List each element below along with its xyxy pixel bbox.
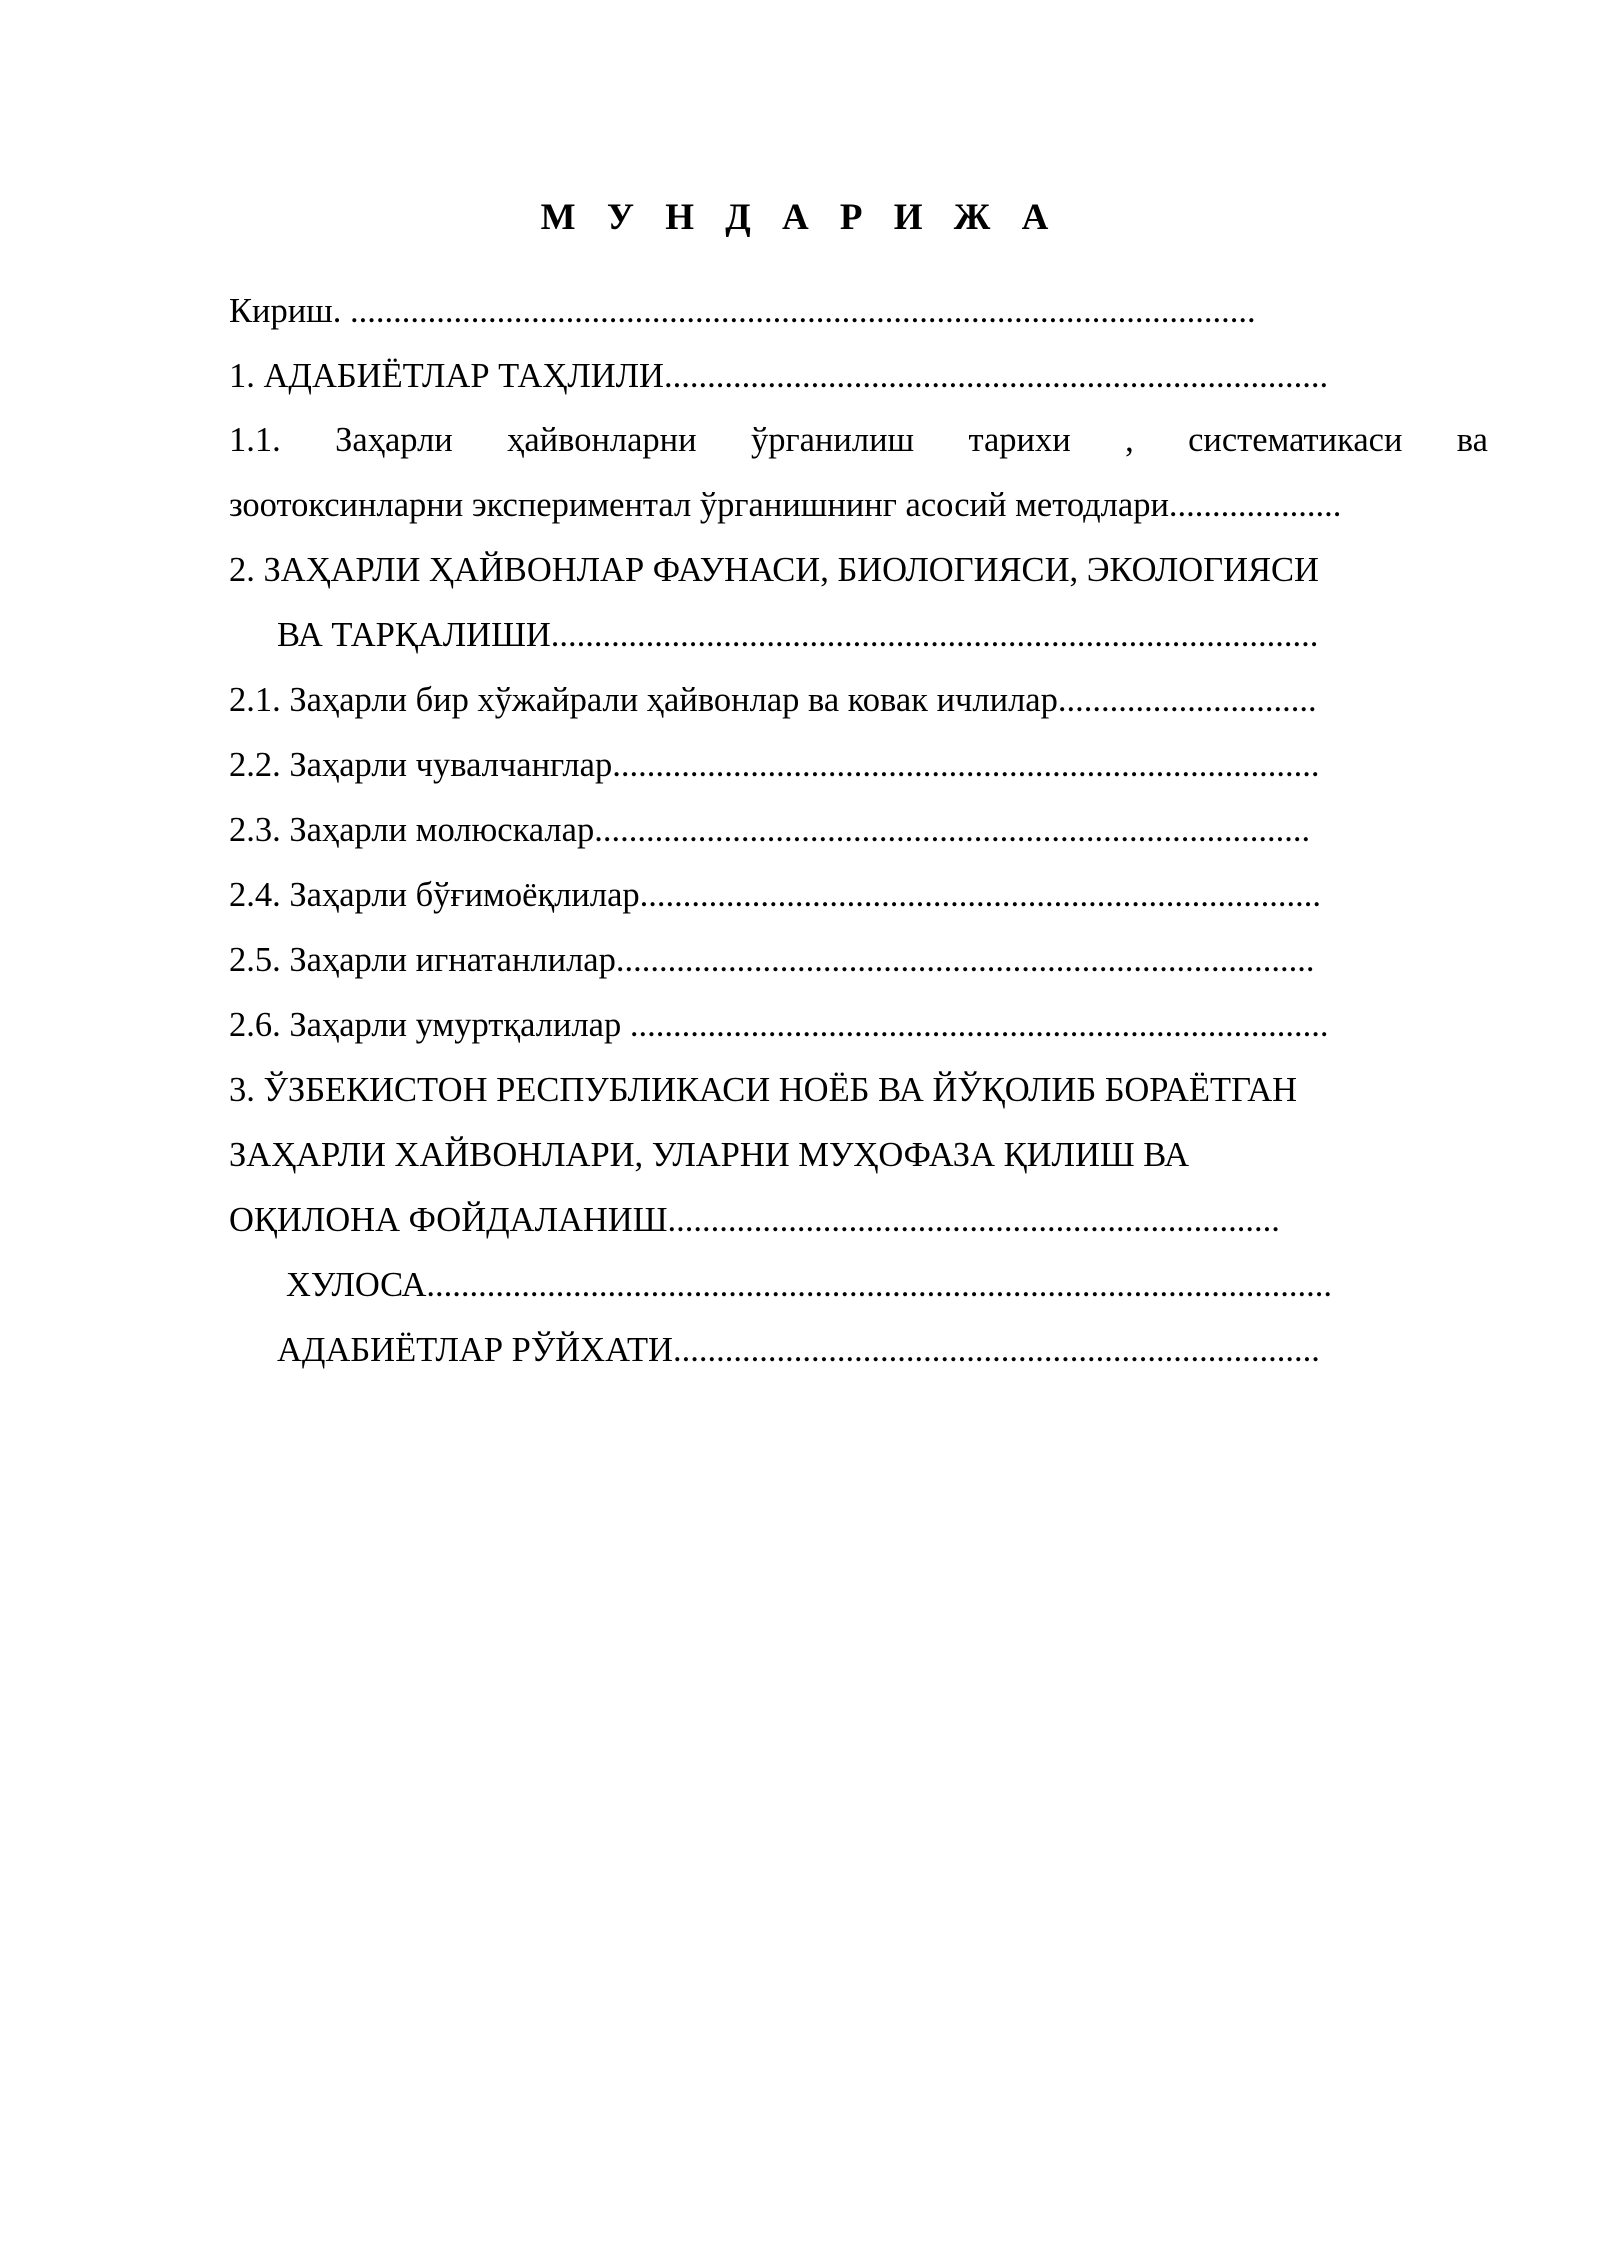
- toc-entry-2-4: 2.4. Заҳарли бўғимоёқлилар...............................................................................: [229, 876, 1322, 914]
- toc-entry-references: АДАБИЁТЛАР РЎЙХАТИ...........................................................................: [277, 1331, 1320, 1369]
- toc-entry-2-line-2: ВА ТАРҚАЛИШИ.........................................................................................: [277, 616, 1319, 654]
- toc-entry-3-line-1: 3. ЎЗБЕКИСТОН РЕСПУБЛИКАСИ НОЁБ ВА ЙЎҚОЛИБ БОРАЁТГАН: [229, 1071, 1298, 1109]
- toc-title: М У Н Д А Р И Ж А: [540, 197, 1060, 238]
- toc-word: тарихи: [968, 421, 1071, 459]
- toc-word: ва: [1456, 421, 1488, 459]
- toc-entry-introduction: Кириш. .........................................................................................................: [229, 292, 1256, 330]
- toc-entry-1-1-line-2: зоотоксинларни экспериментал ўрганишнинг асосий методлари....................: [229, 486, 1342, 524]
- toc-entry-3-line-3: ОҚИЛОНА ФОЙДАЛАНИШ.......................................................................: [229, 1201, 1280, 1239]
- toc-entry-1: 1. АДАБИЁТЛАР ТАҲЛИЛИ.............................................................................: [229, 357, 1329, 395]
- toc-entry-2-2: 2.2. Заҳарли чувалчанглар..................................................................................: [229, 746, 1320, 784]
- toc-entry-2-6: 2.6. Заҳарли умуртқалилар .................................................................................: [229, 1006, 1329, 1044]
- toc-word: ,: [1125, 421, 1134, 459]
- toc-entry-2-5: 2.5. Заҳарли игнатанлилар.................................................................................: [229, 941, 1315, 979]
- toc-word: систематикаси: [1188, 421, 1403, 459]
- toc-entry-conclusion: ХУЛОСА.........................................................................................................: [286, 1266, 1333, 1304]
- toc-entry-2-3: 2.3. Заҳарли молюскалар...................................................................................: [229, 811, 1311, 849]
- toc-word: ҳайвонларни: [507, 421, 697, 459]
- toc-word: Заҳарли: [335, 421, 453, 459]
- toc-word: 1.1.: [229, 421, 281, 459]
- toc-entry-3-line-2: ЗАҲАРЛИ ХАЙВОНЛАРИ, УЛАРНИ МУҲОФАЗА ҚИЛИШ ВА: [229, 1136, 1190, 1174]
- toc-entry-2-1: 2.1. Заҳарли бир хўжайрали ҳайвонлар ва ковак ичлилар..............................: [229, 681, 1317, 719]
- toc-entry-1-1-line-1: [229, 423, 1488, 458]
- toc-entry-2-line-1: 2. ЗАҲАРЛИ ҲАЙВОНЛАР ФАУНАСИ, БИОЛОГИЯСИ, ЭКОЛОГИЯСИ: [229, 551, 1319, 589]
- toc-word: ўрганилиш: [750, 421, 915, 459]
